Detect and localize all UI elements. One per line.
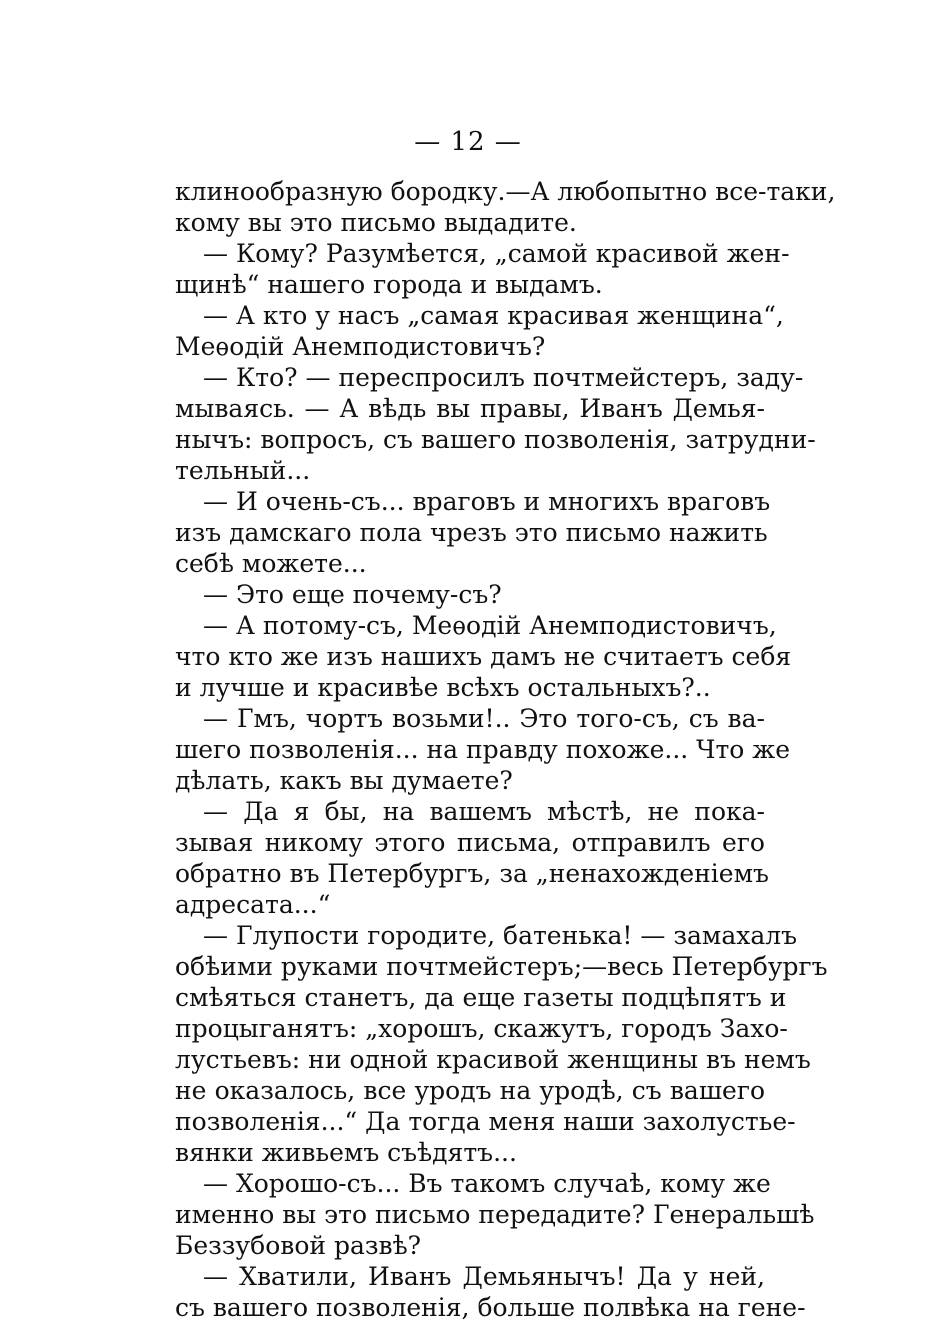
text-line: позволенія...“ Да тогда меня наши захолустье- — [175, 1107, 796, 1136]
text-line: вянки живьемъ съѣдятъ... — [175, 1138, 517, 1167]
text-line: изъ дамскаго пола чрезъ это письмо нажить — [175, 518, 768, 547]
text-line: смѣяться станетъ, да еще газеты подцѣпятъ и — [175, 983, 787, 1012]
text-line: — А потому-съ, Меѳодій Анемподистовичъ, — [203, 611, 777, 640]
text-line: не оказалось, все уродъ на уродѣ, съ вашего — [175, 1076, 765, 1105]
text-line: — Глупости городите, батенька! — замахалъ — [203, 921, 798, 950]
text-line: именно вы это письмо передадите? Генеральшѣ — [175, 1200, 815, 1229]
text-line: дѣлать, какъ вы думаете? — [175, 766, 513, 795]
text-line: — Кому? Разумѣется, „самой красивой жен- — [203, 239, 790, 268]
text-line: адресата...“ — [175, 890, 331, 919]
text-line: — Хорошо-съ... Въ такомъ случаѣ, кому же — [203, 1169, 771, 1198]
page-number: — 12 — — [414, 127, 522, 157]
text-line: и лучше и красивѣе всѣхъ остальныхъ?.. — [175, 673, 711, 702]
text-line: Меѳодій Анемподистовичъ? — [175, 332, 546, 361]
text-line: съ вашего позволенія, больше полвѣка на гене- — [175, 1293, 806, 1322]
text-line: что кто же изъ нашихъ дамъ не считаетъ себя — [175, 642, 792, 671]
text-line: процыганятъ: „хорошъ, скажутъ, городъ Захо- — [175, 1014, 788, 1043]
text-line: нычъ: вопросъ, съ вашего позволенія, затрудни- — [175, 425, 816, 454]
text-line: — Хватили, Иванъ Демьянычъ! Да у ней, — [203, 1262, 765, 1291]
text-line: шего позволенія... на правду похоже... Что же — [175, 735, 791, 764]
text-line: — И очень-съ... враговъ и многихъ враговъ — [203, 487, 771, 516]
text-line: — А кто у насъ „самая красивая женщина“, — [203, 301, 784, 330]
text-line: клинообразную бородку.—А любопытно все-таки, — [175, 177, 836, 206]
text-line: щинѣ“ нашего города и выдамъ. — [175, 270, 603, 299]
text-line: тельный... — [175, 456, 311, 485]
text-line: себѣ можете... — [175, 549, 367, 578]
text-line: — Гмъ, чортъ возьми!.. Это того-съ, съ ва- — [203, 704, 765, 733]
text-line: кому вы это письмо выдадите. — [175, 208, 577, 237]
text-line: обѣими руками почтмейстеръ;—весь Петербургъ — [175, 952, 828, 981]
text-line: лустьевъ: ни одной красивой женщины въ немъ — [175, 1045, 811, 1074]
text-line: мываясь. — А вѣдь вы правы, Иванъ Демья- — [175, 394, 765, 423]
text-line: Беззубовой развѣ? — [175, 1231, 422, 1260]
body-text — [175, 176, 836, 1323]
text-line: зывая никому этого письма, отправилъ его — [175, 828, 765, 857]
text-line: — Да я бы, на вашемъ мѣстѣ, не пока- — [203, 797, 765, 826]
text-line: — Кто? — переспросилъ почтмейстеръ, заду- — [203, 363, 804, 392]
text-line: — Это еще почему-съ? — [203, 580, 502, 609]
text-line: обратно въ Петербургъ, за „ненахожденіемъ — [175, 859, 769, 888]
